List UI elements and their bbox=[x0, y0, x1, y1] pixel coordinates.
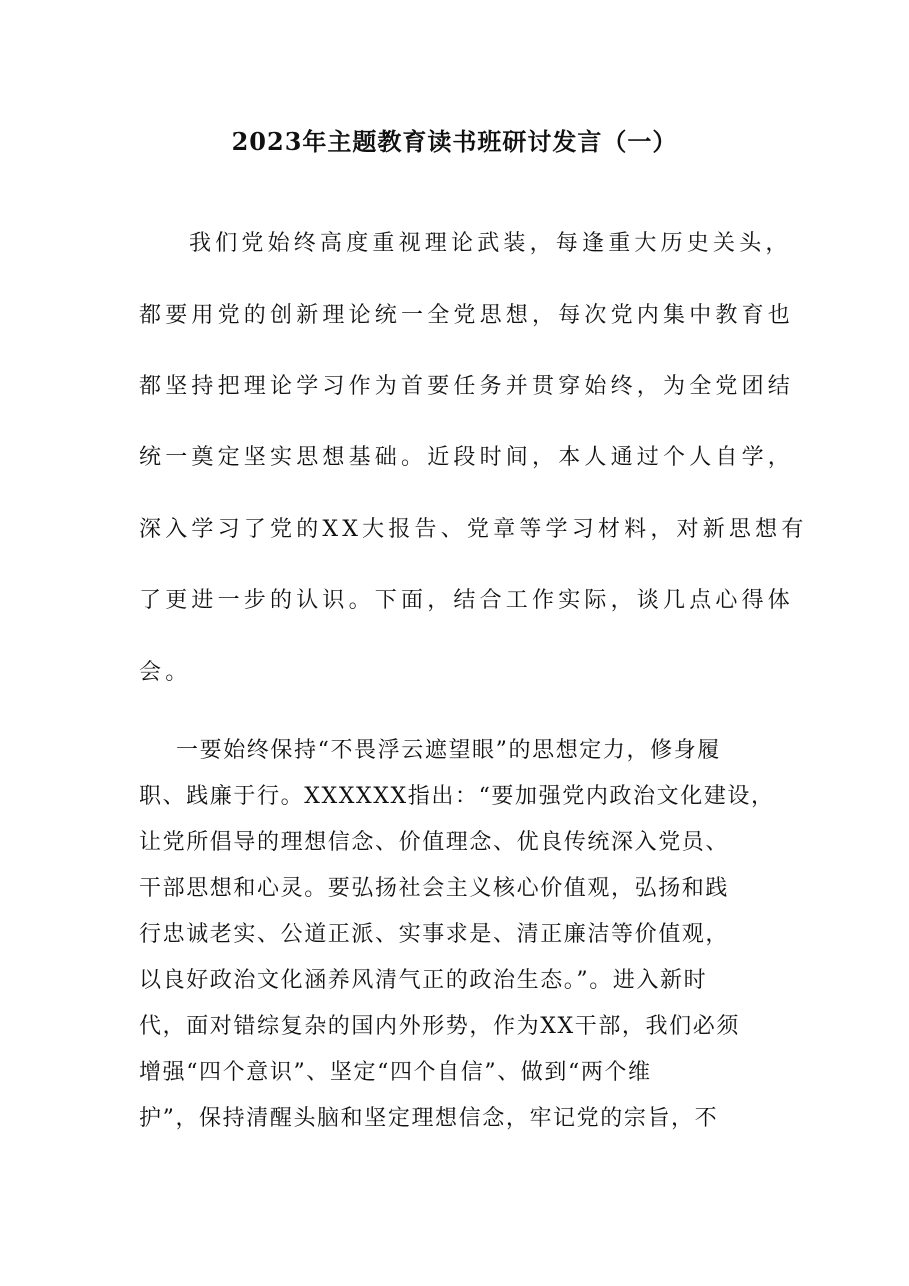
paragraph-line: 代，面对错综复杂的国内外形势，作为XX干部，我们必须 bbox=[139, 1014, 740, 1039]
paragraph-line: 职、践廉于行。XXXXXX指出：“要加强党内政治文化建设， bbox=[139, 784, 775, 809]
paragraph-line: 行忠诚老实、公道正派、实事求是、清正廉洁等价值观， bbox=[139, 922, 730, 947]
document-title: 2023年主题教育读书班研讨发言（一） bbox=[231, 127, 678, 156]
paragraph-line: 一要始终保持“不畏浮云遮望眼”的思想定力，修身履 bbox=[176, 738, 721, 763]
paragraph-line: 干部思想和心灵。要弘扬社会主义核心价值观，弘扬和践 bbox=[139, 876, 730, 901]
paragraph-line: 统一奠定坚实思想基础。近段时间，本人通过个人自学， bbox=[139, 445, 795, 470]
paragraph-line: 我们党始终高度重视理论武装，每逢重大历史关头， bbox=[189, 231, 792, 256]
paragraph-line: 会。 bbox=[139, 660, 192, 685]
paragraph-line: 深入学习了党的XX大报告、党章等学习材料，对新思想有 bbox=[139, 517, 808, 542]
paragraph-line: 增强“四个意识”、坚定“四个自信”、做到“两个维 bbox=[139, 1060, 652, 1085]
paragraph-line: 以良好政治文化涵养风清气正的政治生态。”。进入新时 bbox=[139, 968, 708, 993]
paragraph-line: 都要用党的创新理论统一全党思想，每次党内集中教育也 bbox=[139, 303, 795, 328]
paragraph-line: 都坚持把理论学习作为首要任务并贯穿始终，为全党团结 bbox=[139, 374, 795, 399]
paragraph-line: 了更进一步的认识。下面，结合工作实际，谈几点心得体 bbox=[139, 588, 795, 613]
paragraph-line: 让党所倡导的理想信念、价值理念、优良传统深入党员、 bbox=[139, 830, 730, 855]
paragraph-line: 护”，保持清醒头脑和坚定理想信念，牢记党的宗旨，不 bbox=[139, 1106, 719, 1131]
